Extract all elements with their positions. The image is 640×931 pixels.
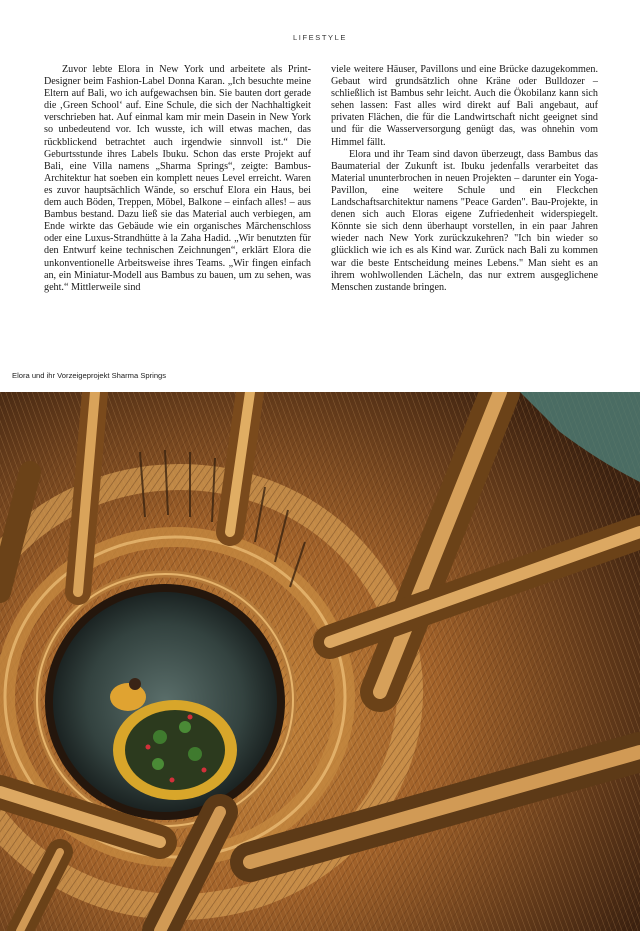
bamboo-staircase-photo (0, 392, 640, 931)
paragraph: Zuvor lebte Elora in New York und arbeitete als Print-Designer beim Fashion-Label Donna Karan. „Ich besuchte meine Eltern auf Bali, wo ich aufgewachsen bin. Sie bauten dort gerade die ‚Green School‘ auf. Eine Schule, die sich der Nachhaltigkeit verschrieben hat. Auf einmal kam mir mein Dasein in New York so unbedeutend vor. Ich wusste, ich will etwas machen, das rückblickend betrachtet auch irgendwie sinnvoll ist.“ Die Geburtsstunde ihres Labels Ibuku. Schon das erste Projekt auf Bali, eine Villa namens „Sharma Springs“, zeigte: Bambus-Architektur hat soeben ein komplett neues Level erreicht. Waren es zuvor hauptsächlich Wände, so erschuf Elora ein Haus, bei dem auch Böden, Treppen, Möbel, Balkone – einfach alles! – aus Bambus bestand. Dazu ließ sie das Material auch verbiegen, am Ende wirkte das Gebäude wie ein organisches Märchenschloss oder eine Luxus-Strandhütte à la Zaha Hadid. „Wir benutzten für den Entwurf keine technischen Zeichnungen“, erklärt Elora die unkonventionelle Arbeitsweise ihres Teams. „Wir fingen einfach an, ein Miniatur-Modell aus Bambus zu bauen, um zu sehen, was geht.“ Mittlerweile sind (44, 64, 311, 293)
article-body (44, 64, 598, 294)
article-column-right (331, 64, 598, 294)
section-label: LIFESTYLE (293, 33, 347, 42)
paragraph: Elora und ihr Team sind davon überzeugt, dass Bambus das Baumaterial der Zukunft ist. Ibuku jedenfalls verarbeitet das Material ununterbrochen in neuen Projekten – darunter ein Yoga-Pavillon, eine weitere Schule und ein Fleckchen Landschaftsarchitektur namens "Peace Garden". Bau-Projekte, in denen sich auch Eloras eigene Zufriedenheit widerspiegelt. Könnte sie sich denn überhaupt vorstellen, in ein paar Jahren wieder nach New York zurückzukehren? "Ich bin wieder so glücklich wie ich es als Kind war. Zurück nach Bali zu kommen war die beste Entscheidung meines Lebens." Man sieht es an ihrem wohlwollenden Lächeln, das nur extrem ausgeglichene Menschen zustande bringen. (331, 148, 598, 293)
paragraph: viele weitere Häuser, Pavillons und eine Brücke dazugekommen. Gebaut wird grundsätzlich ohne Kräne oder Bulldozer – schließlich ist Bambus sehr leicht. Auch die Ökobilanz kann sich sehen lassen: Fast alles wird direkt auf Bali angebaut, auf privaten Flächen, die für die Landwirtschaft nicht geeignet sind und für die Wasserversorgung genügt das, was ohnehin vom Himmel fällt. (331, 64, 598, 148)
photo-caption: Elora und ihr Vorzeigeprojekt Sharma Springs (12, 371, 167, 380)
article-column-left (44, 64, 311, 294)
